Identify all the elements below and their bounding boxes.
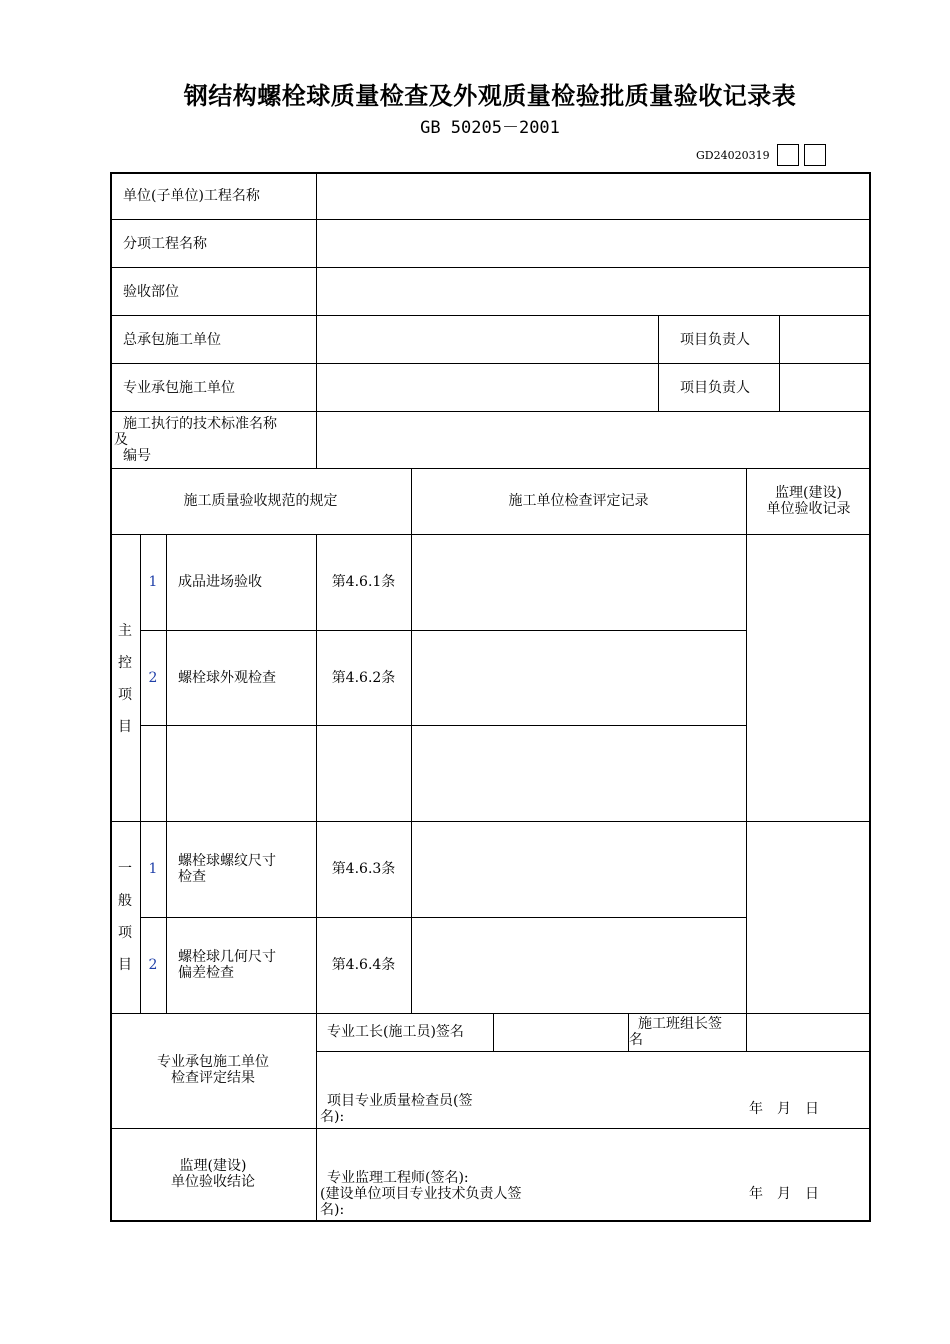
general-item-2-number: 2 [148,957,158,973]
standard-label-line3: 编号 [123,448,151,464]
spec-column-header: 施工质量验收规范的规定 [183,493,338,509]
standard-label-line2: 及 [114,432,128,448]
project-manager-field-2[interactable] [780,364,868,410]
general-item-1-name-line2: 检查 [178,869,206,885]
supervision-date: 年 月 日 [749,1186,819,1202]
general-item-2-record[interactable] [412,918,745,1012]
general-item-1-number: 1 [148,861,158,877]
record-column-header: 施工单位检查评定记录 [508,493,649,509]
contractor-date: 年 月 日 [749,1101,819,1117]
supervision-column-header-line2: 单位验收记录 [766,501,851,517]
general-item-2-name-line1: 螺栓球几何尺寸 [178,949,276,965]
general-item-1-name-line1: 螺栓球螺纹尺寸 [178,853,276,869]
project-name-field[interactable] [317,173,868,218]
main-item-2-name: 螺栓球外观检查 [178,670,276,686]
main-item-2-record[interactable] [412,631,745,724]
general-items-label: 一 般 项 目 [118,861,132,973]
acceptance-part-label: 验收部位 [123,284,179,300]
standard-code: GB 50205－2001 [420,118,560,138]
page-title: 钢结构螺栓球质量检查及外观质量检验批质量验收记录表 [183,82,797,110]
main-item-1-name: 成品进场验收 [178,574,262,590]
sub-project-name-label: 分项工程名称 [123,236,207,252]
general-item-1-clause: 第4.6.3条 [331,861,396,877]
supervising-engineer-label: 专业监理工程师(签名): [327,1170,469,1186]
inspector-label-line1: 项目专业质量检查员(签 [327,1093,473,1109]
general-contractor-label: 总承包施工单位 [123,332,221,348]
general-item-2-name-line2: 偏差检查 [178,965,234,981]
contractor-result-label-line2: 检查评定结果 [171,1070,255,1086]
project-manager-label-1: 项目负责人 [680,332,750,348]
form-code-row [696,143,826,167]
main-control-label: 主 控 项 目 [118,623,132,735]
supervision-result-label-line1: 监理(建设) [179,1158,247,1174]
team-leader-label-line1: 施工班组长签 [638,1016,722,1032]
owner-representative-label-line1: (建设单位项目专业技术负责人签 [320,1186,522,1202]
team-leader-label-line2: 名 [629,1032,643,1048]
specialty-contractor-field[interactable] [317,364,657,410]
main-item-2-number: 2 [148,670,158,686]
standard-label-line1: 施工执行的技术标准名称 [123,416,277,432]
sub-project-name-field[interactable] [317,220,868,266]
supervision-column-header-line1: 监理(建设) [775,485,842,501]
main-control-supervision-record[interactable] [747,535,868,820]
main-item-2-clause: 第4.6.2条 [331,670,396,686]
team-leader-signature-field[interactable] [747,1014,868,1050]
project-manager-field-1[interactable] [780,316,868,362]
form-code: GD24020319 [696,148,770,162]
standard-field[interactable] [317,412,868,467]
code-box-1[interactable] [777,144,799,166]
foreman-signature-label: 专业工长(施工员)签名 [327,1024,464,1040]
general-item-2-clause: 第4.6.4条 [331,957,396,973]
project-manager-label-2: 项目负责人 [680,380,750,396]
contractor-result-label-line1: 专业承包施工单位 [157,1054,269,1070]
main-item-1-number: 1 [148,574,158,590]
specialty-contractor-label: 专业承包施工单位 [123,380,235,396]
supervision-result-label-line2: 单位验收结论 [171,1174,255,1190]
acceptance-part-field[interactable] [317,268,868,314]
general-supervision-record[interactable] [747,822,868,1012]
general-item-1-record[interactable] [412,822,745,916]
code-box-2[interactable] [804,144,826,166]
owner-representative-label-line2: 名): [320,1202,345,1218]
general-contractor-field[interactable] [317,316,657,362]
main-item-1-clause: 第4.6.1条 [331,574,396,590]
foreman-signature-field[interactable] [494,1014,627,1050]
record-form [110,172,871,1222]
main-item-3-record[interactable] [412,726,745,820]
main-item-1-record[interactable] [412,535,745,629]
inspector-label-line2: 名): [320,1109,345,1125]
project-name-label: 单位(子单位)工程名称 [123,188,260,204]
